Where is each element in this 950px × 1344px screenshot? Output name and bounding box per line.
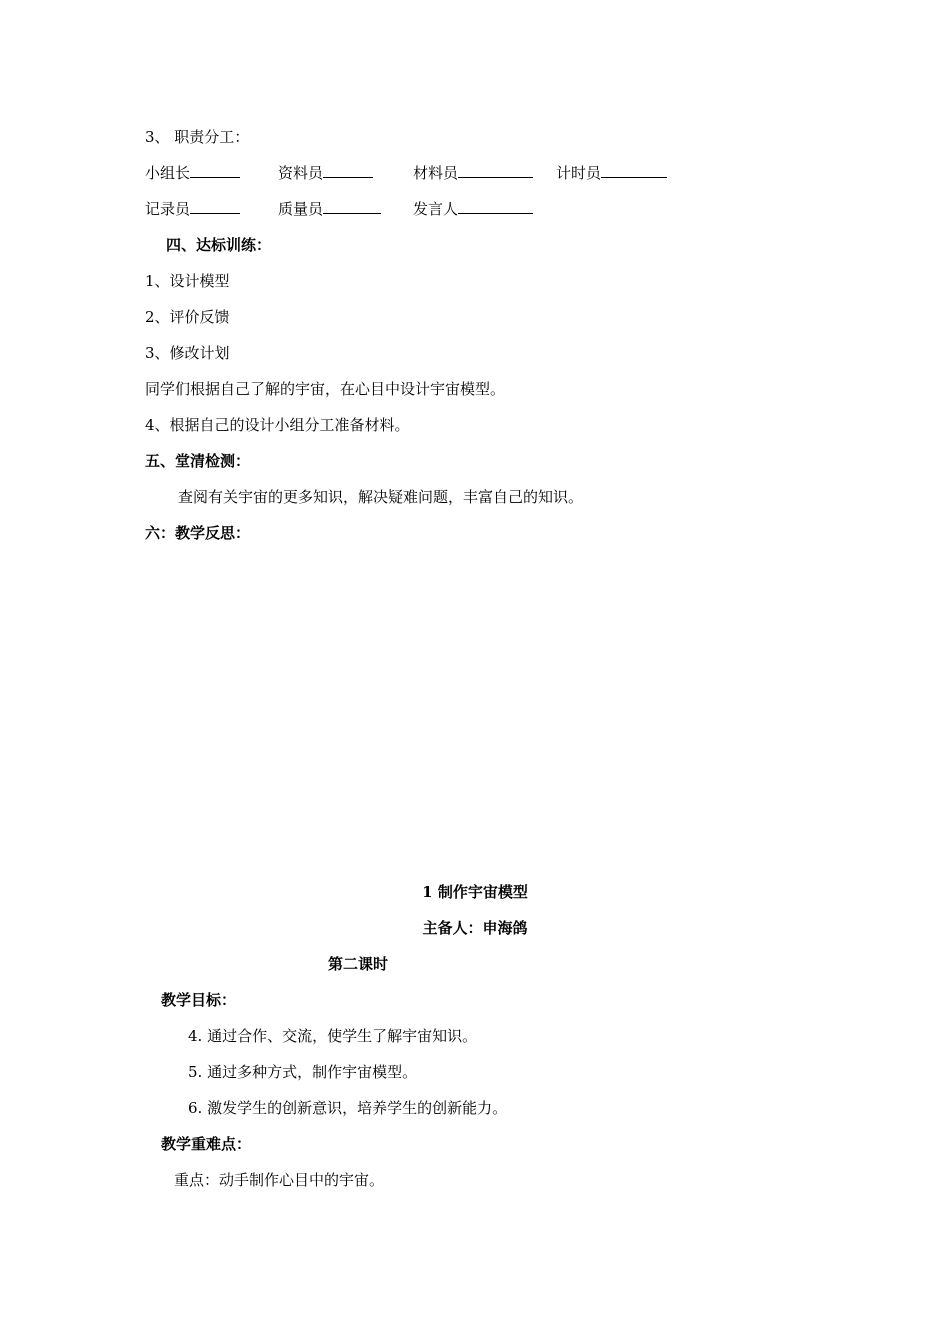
- section5-text: 查阅有关宇宙的更多知识，解决疑难问题，丰富自己的知识。: [178, 488, 584, 506]
- lesson-period: 第二课时: [328, 955, 389, 973]
- training-item: 同学们根据自己了解的宇宙，在心目中设计宇宙模型。: [145, 380, 506, 398]
- fill-blank: [323, 199, 381, 214]
- goal-item: 6. 激发学生的创新意识，培养学生的创新能力。: [188, 1099, 508, 1117]
- lesson-preparer: 主备人：申海鸽: [422, 919, 528, 937]
- training-item: 4、根据自己的设计小组分工准备材料。: [145, 416, 410, 434]
- fill-blank: [323, 163, 373, 178]
- section3-heading: 3、 职责分工：: [145, 128, 250, 146]
- goal-item: 5. 通过多种方式，制作宇宙模型。: [188, 1063, 418, 1081]
- fill-blank: [601, 163, 667, 178]
- role-speaker: [413, 199, 533, 219]
- role-label: 发言人: [413, 200, 459, 218]
- fill-blank: [458, 163, 533, 178]
- fill-blank: [458, 199, 533, 214]
- goal-item: 4. 通过合作、交流，使学生了解宇宙知识。: [188, 1027, 478, 1045]
- role-label: 计时员: [556, 164, 602, 182]
- role-label: 小组长: [145, 164, 191, 182]
- fill-blank: [190, 163, 240, 178]
- keypoint-text: 重点：动手制作心目中的宇宙。: [174, 1171, 385, 1189]
- fill-blank: [190, 199, 240, 214]
- role-label: 质量员: [278, 200, 324, 218]
- role-label: 记录员: [145, 200, 191, 218]
- role-materials: [413, 163, 533, 183]
- training-item: 3、修改计划: [145, 344, 230, 362]
- role-resources: [278, 163, 373, 183]
- role-leader: [145, 163, 240, 183]
- lesson-title: 1 制作宇宙模型: [422, 883, 528, 901]
- role-timekeeper: [556, 163, 667, 183]
- role-quality: [278, 199, 381, 219]
- role-label: 材料员: [413, 164, 459, 182]
- section5-heading: 五、堂清检测：: [145, 452, 251, 470]
- keypoints-heading: 教学重难点：: [161, 1135, 252, 1153]
- training-item: 2、评价反馈: [145, 308, 230, 326]
- training-item: 1、设计模型: [145, 272, 230, 290]
- role-recorder: [145, 199, 240, 219]
- section4-heading: 四、达标训练：: [166, 236, 272, 254]
- section6-heading: 六：教学反思：: [145, 524, 251, 542]
- goals-heading: 教学目标：: [161, 991, 237, 1009]
- role-label: 资料员: [278, 164, 324, 182]
